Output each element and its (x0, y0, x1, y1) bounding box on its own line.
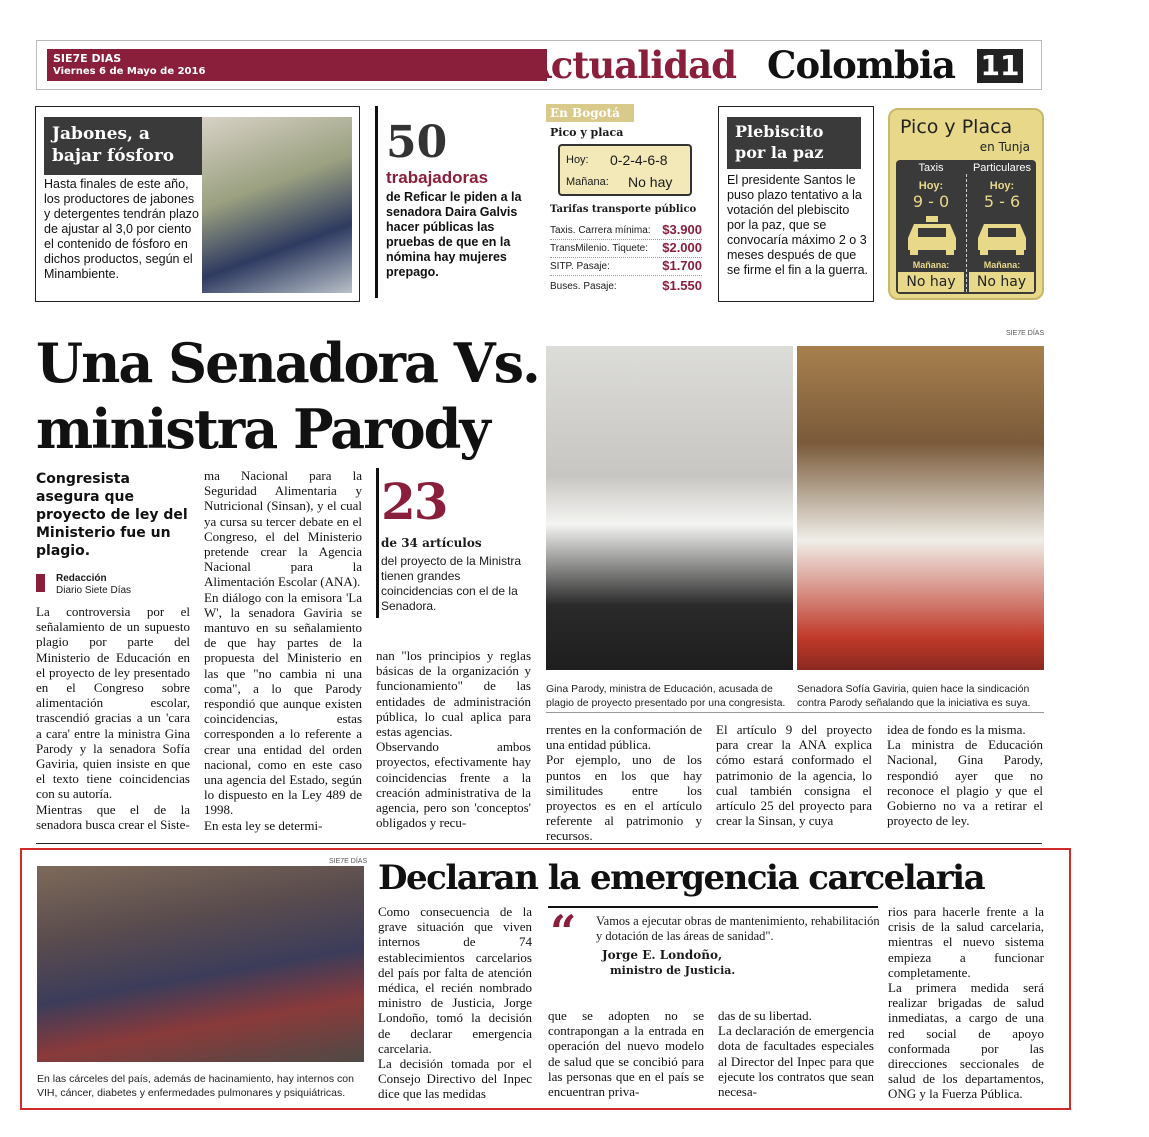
byline-role: Redacción (56, 573, 107, 584)
section-title-colombia: Colombia (767, 43, 955, 87)
gaviria-caption: Senadora Sofía Gaviria, quien hace la sindicación contra Parody señalando que la iniciativa es suya. (797, 683, 1031, 709)
prison-column-2: que se adopten no se contrapongan a la entrada en operación del nuevo modelo de salud que se concibió para las personas que en el país se encuentran priva- (548, 1008, 704, 1100)
tunja-particulares-hoy-label: Hoy: (989, 180, 1015, 192)
main-photo-credit: SIE7E DÍAS (1006, 330, 1045, 337)
main-headline-line2: ministra Parody (36, 397, 489, 461)
tunja-title: Pico y Placa (900, 116, 1013, 138)
plebiscito-title (727, 117, 861, 169)
main-column-5: El artículo 9 del proyecto para crear la ANA explica cómo estará conformado el patrimonio de la agencia, lo cual también consigna el artículo 25 del proyecto para crear la Sinsan, y cuya (716, 722, 872, 829)
main-column-2: ma Nacional para la Seguridad Alimentaria y Nutricional (Sinsan), y el cual ya cursa su tercer debate en el Congreso, el del Ministerio pretende crear la Agencia Nacional para la Alimentación Escolar (ANA). En diálogo con la emisora 'La W', la senadora Gaviria se mantuvo en su señalamiento de que hay partes de la propuesta del Ministerio en las que "no cambia ni una coma", a lo que Parody respondió que aunque existen coincidencias, estas corresponden a lo referente a crear una entidad del orden nacional, como en este caso una agencia del Estado, según lo dispuesto en la Ley 489 de 1998. En esta ley se determi- (204, 468, 362, 833)
tarifa-label: TransMilenio. Tiquete: (550, 243, 649, 254)
plebiscito-body: El presidente Santos le puso plazo tentativo a la votación del plebiscito por la paz, que se convocaría máximo 2 o 3 meses después de que se firme el fin a la guerra. (727, 173, 869, 277)
prison-headline: Declaran la emergencia carcelaria (378, 858, 985, 898)
trabajadoras-body: de Reficar le piden a la senadora Daira Galvis hacer públicas las pruebas de que en la nómina hay mujeres prepago. (386, 190, 522, 279)
caption-divider (546, 712, 1044, 713)
issue-date: Viernes 6 de Mayo de 2016 (53, 66, 206, 77)
bogota-panel (546, 104, 706, 300)
tunja-taxis-hoy-value: 9 - 0 (912, 192, 950, 211)
tunja-taxis-hoy-label: Hoy: (918, 180, 944, 192)
main-deck: Congresista asegura que proyecto de ley del Ministerio fue un plagio. (36, 471, 188, 559)
quote-role: ministro de Justicia. (610, 964, 736, 977)
story-separator (36, 843, 1042, 844)
jabones-body: Hasta finales de este año, los productores de jabones y detergentes tendrán plazo de ajustar al 3,0 por ciento el contenido de fósforo en dichos productos, según el Minambiente. (44, 177, 199, 281)
plate-hoy-value: 0-2-4-6-8 (610, 152, 668, 168)
quote-mark-icon: “ (550, 905, 577, 959)
tunja-column-divider (966, 174, 967, 292)
parody-photo (546, 346, 793, 670)
byline-marker (36, 574, 45, 592)
main-column-4: rrentes en la conformación de una entidad pública. Por ejemplo, uno de los puntos en los que hay similitudes entre los proyectos es en el artículo referente al patrimonio y recursos. (546, 722, 702, 844)
tarifas-row (550, 240, 702, 258)
gaviria-photo (797, 346, 1044, 670)
quote-author: Jorge E. Londoño, (602, 948, 723, 962)
stat-number: 23 (381, 472, 447, 531)
brief-divider (375, 106, 378, 298)
prison-caption: En las cárceles del país, además de hacinamiento, hay internos con VIH, cáncer, diabetes y enfermedades pulmonares y psiquiátricas. (37, 1073, 354, 1099)
tunja-panel (888, 108, 1044, 300)
main-column-6: idea de fondo es la misma. La ministra de Educación Nacional, Gina Parody, respondió ayer que no reconoce el plagio y que el Gobierno no va a retirar el proyecto de ley. (887, 722, 1043, 829)
plate-box (558, 144, 692, 196)
tunja-taxis-label: Taxis (918, 162, 944, 174)
jabones-title-line1: Jabones, a (52, 124, 150, 144)
section-title-actualidad: Actualidad (523, 43, 737, 87)
tunja-subtitle: en Tunja (979, 140, 1030, 154)
tarifa-value: $1.550 (662, 278, 702, 293)
page-number: 11 (977, 49, 1023, 83)
prison-column-3: das de su libertad. La declaración de emergencia dota de facultades especiales al Director del Inpec para que ejecute los contratos que sean necesa- (718, 1008, 874, 1100)
tunja-particulares-manana-value: No hay (969, 272, 1034, 292)
stat-body: del proyecto de la Ministra tienen grandes coincidencias con el de la Senadora. (381, 554, 522, 613)
tarifa-label: Buses. Pasaje: (550, 281, 617, 292)
quote-block (548, 906, 878, 998)
trabajadoras-label: trabajadoras (386, 168, 489, 187)
plate-manana-label: Mañana: (566, 176, 609, 188)
jabones-title (44, 117, 212, 175)
plebiscito-title-line2: por la paz (735, 143, 824, 162)
tunja-taxis-manana-label: Mañana: (912, 260, 950, 270)
detergent-photo (202, 117, 352, 293)
tunja-particulares-label: Particulares (972, 162, 1032, 174)
prison-photo (37, 866, 364, 1062)
newspaper-brand: SIE7E DIAS (53, 52, 122, 65)
main-column-3: nan "los principios y reglas básicas de la organización y funcionamiento" de las entidades de administración pública, lo cual aplica para estas agencias. Observando ambos proyectos, efectivamente hay coincidencias frente a la creación administrativa de la agencia, pero son 'conceptos' obligados y recu- (376, 648, 531, 831)
plate-manana-value: No hay (628, 174, 673, 190)
byline-org: Diario Siete Días (56, 585, 132, 596)
tarifa-value: $1.700 (662, 258, 702, 273)
prison-column-1: Como consecuencia de la grave situación que viven internos de 74 establecimientos carcelarios del país por falta de atención médica, el recién nombrado ministro de Justicia, Jorge Londoño, tomó la decisión de declarar emergencia carcelaria. La decisión tomada por el Consejo Directivo del Inpec dice que las medidas (378, 904, 532, 1102)
parody-caption: Gina Parody, ministra de Educación, acusada de plagio de proyecto presentado por una congresista. (546, 683, 786, 709)
brief-jabones (35, 106, 360, 302)
tarifas-row (550, 222, 702, 240)
main-headline-line1: Una Senadora Vs. (36, 331, 539, 395)
taxi-icon (904, 216, 960, 256)
car-icon (974, 218, 1030, 256)
brief-plebiscito (718, 106, 874, 302)
main-headline (36, 330, 556, 462)
trabajadoras-number: 50 (386, 117, 448, 168)
tarifa-value: $3.900 (662, 222, 702, 237)
section-header (36, 40, 1042, 90)
tarifas-row (550, 258, 702, 276)
tunja-taxis-manana-value: No hay (898, 272, 964, 292)
brief-trabajadoras (386, 118, 522, 298)
tarifas-row (550, 278, 702, 296)
tarifa-value: $2.000 (662, 240, 702, 255)
tunja-particulares-hoy-value: 5 - 6 (983, 192, 1021, 211)
stat-label: de 34 artículos (381, 536, 482, 550)
tarifa-label: Taxis. Carrera mínima: (550, 225, 651, 236)
plate-hoy-label: Hoy: (566, 154, 589, 166)
plebiscito-title-line1: Plebiscito (735, 122, 824, 141)
tarifa-label: SITP. Pasaje: (550, 261, 610, 272)
stat-box (376, 468, 530, 618)
bogota-tag: En Bogotá (546, 104, 634, 122)
tunja-particulares-manana-label: Mañana: (983, 260, 1021, 270)
pico-placa-title: Pico y placa (550, 126, 624, 139)
jabones-title-line2: bajar fósforo (52, 146, 175, 166)
main-column-1: La controversia por el señalamiento de un supuesto plagio por parte del Ministerio de Educación en el proyecto de ley presentado en el Congreso sobre alimentación escolar, trascendió gracias a un 'cara a cara' entre la ministra Gina Parody y la senadora Sofía Gaviria, quien insiste en que el texto tiene coincidencias con su autoría. Mientras que el de la senadora busca crear el Siste- (36, 604, 190, 832)
quote-text: Vamos a ejecutar obras de mantenimiento, rehabilitación y dotación de las áreas de sanidad". (596, 914, 880, 943)
prison-photo-credit: SIE7E DÍAS (329, 858, 368, 865)
prison-column-4: rios para hacerle frente a la crisis de la salud carcelaria, mientras el nuevo sistema empieza a funcionar completamente. La primera medida será realizar brigadas de salud inmediatas, a cargo de una red social de apoyo conformada por las direcciones seccionales de salud de los departamentos, ONG y la Fuerza Pública. (888, 904, 1044, 1102)
tarifas-title: Tarifas transporte público (550, 204, 697, 215)
